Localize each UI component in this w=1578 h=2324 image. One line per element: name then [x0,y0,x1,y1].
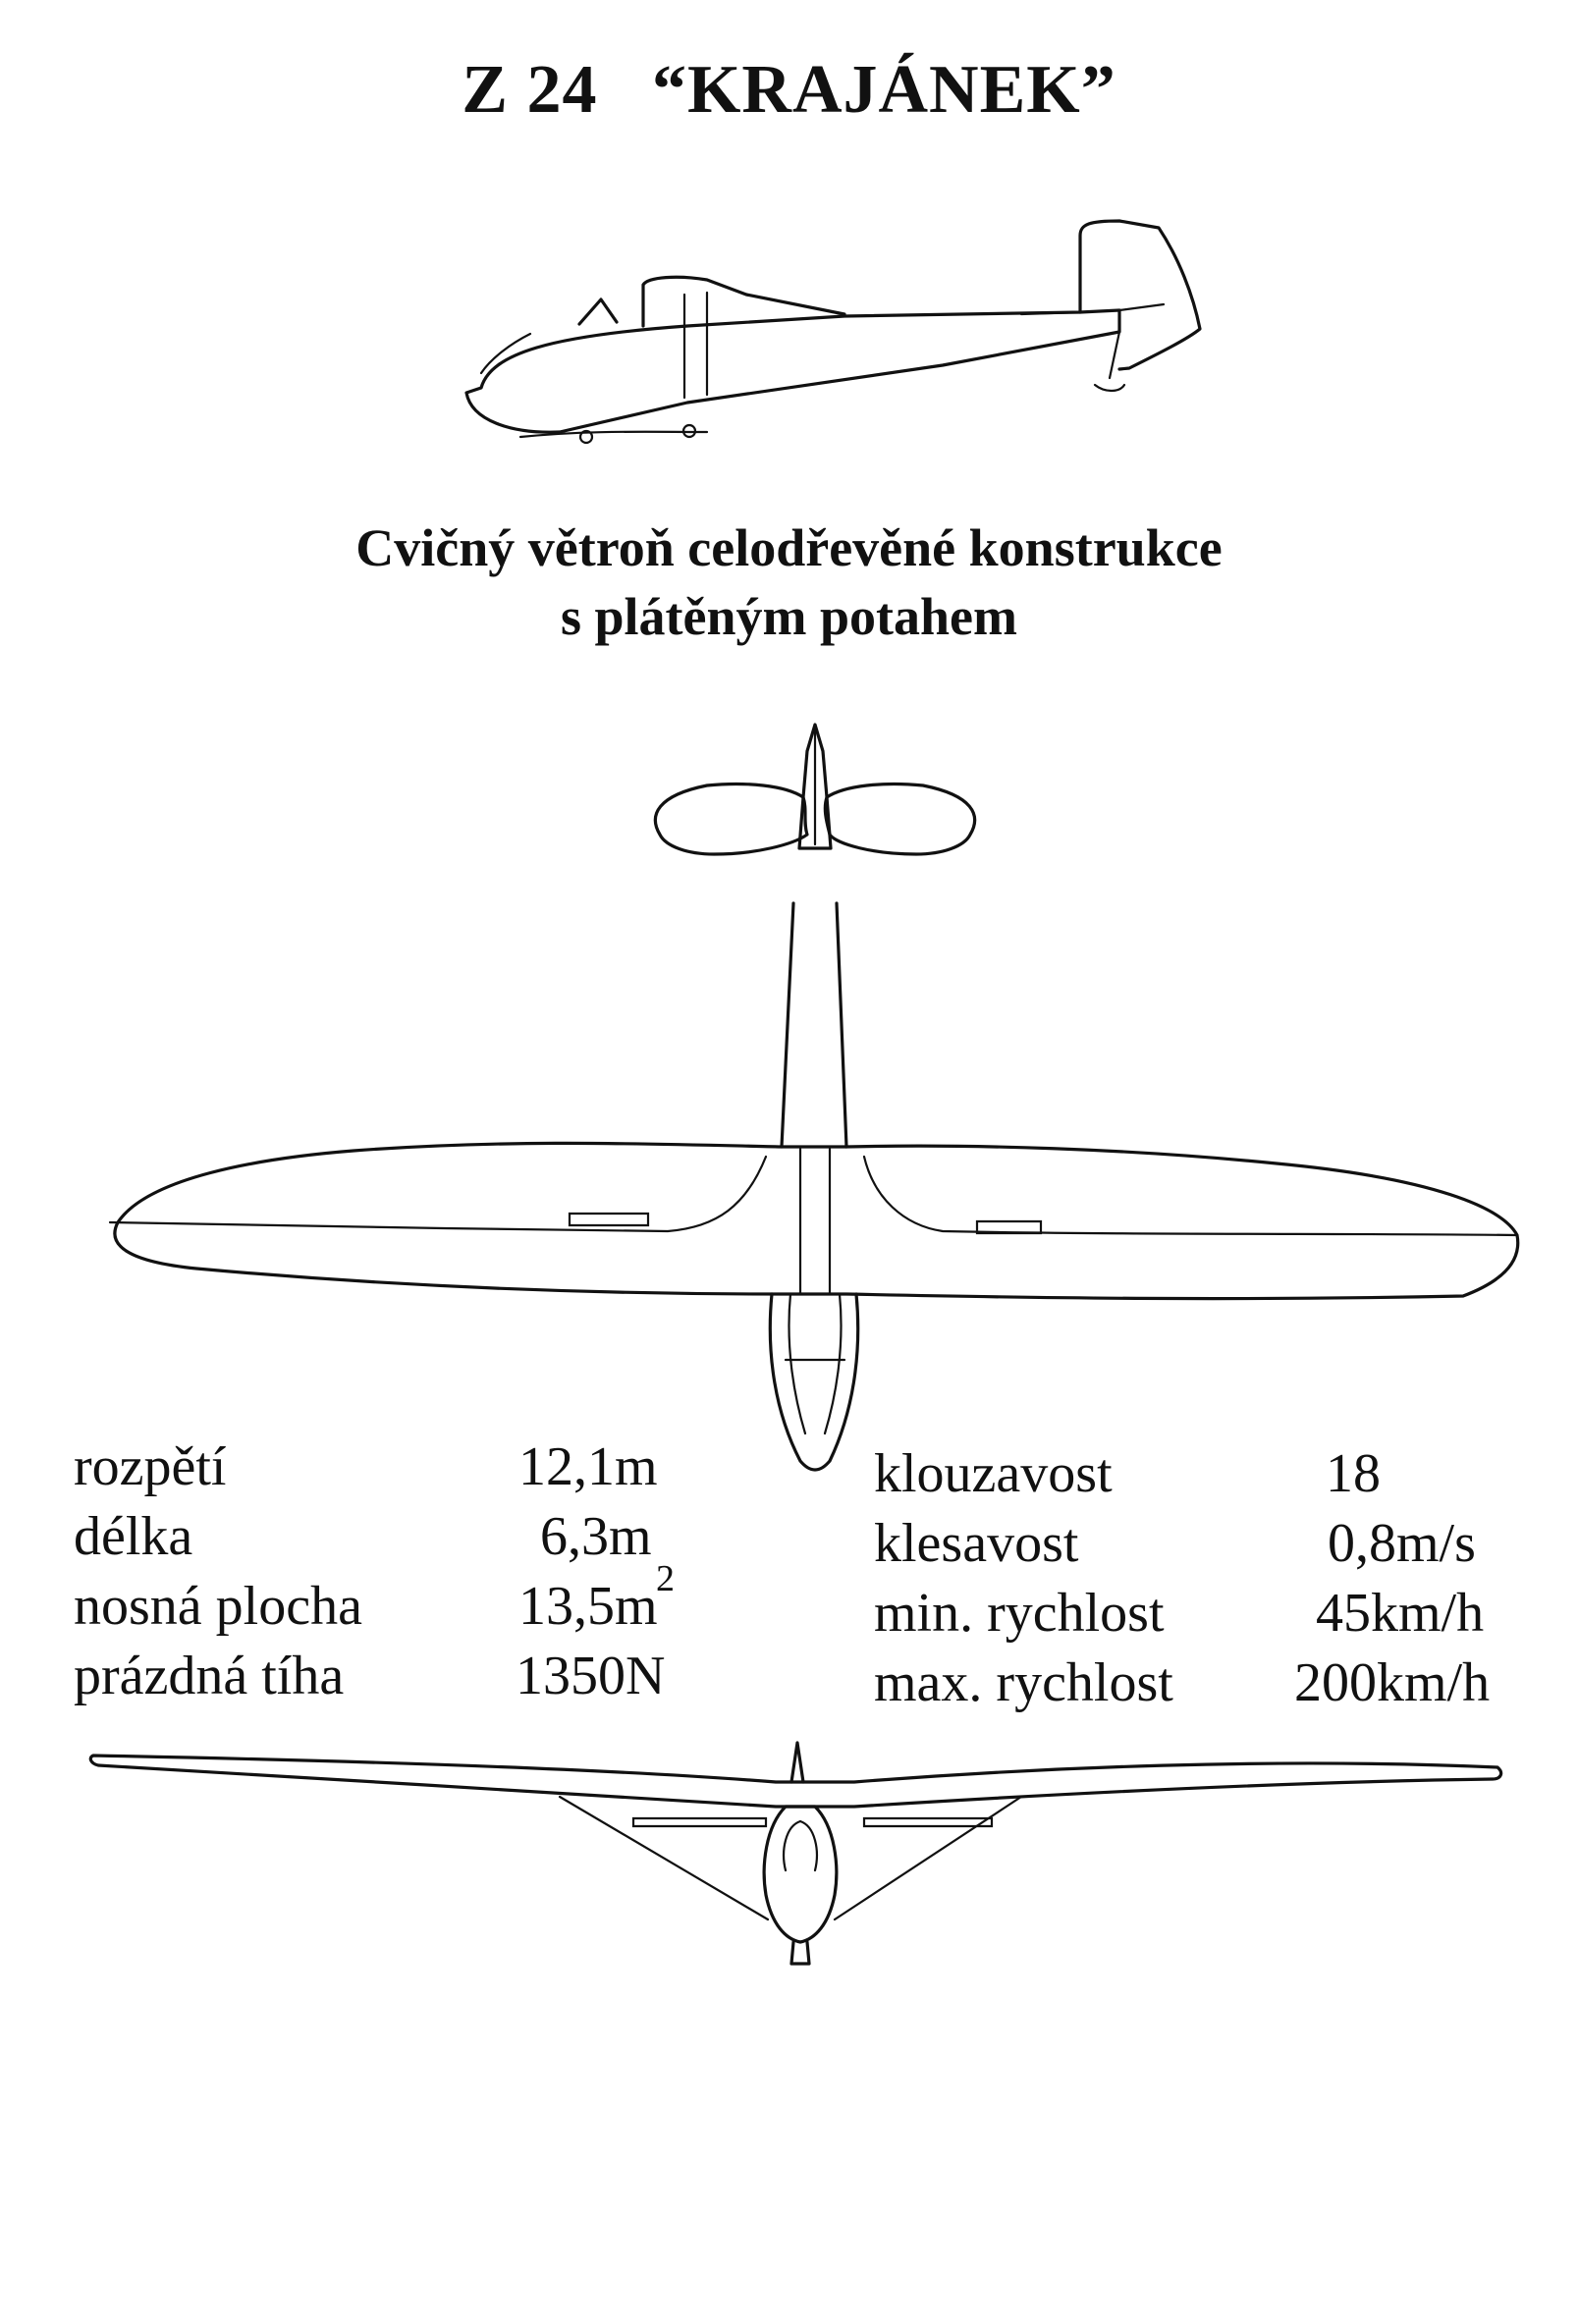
spec-label-min-speed: min. rychlost [874,1583,1165,1644]
spec-value-wing-area-superscript: 2 [656,1558,675,1599]
side-view-drawing [466,221,1200,443]
spec-value-sink-rate: 0,8m/s [1328,1513,1476,1574]
top-view-drawing [110,725,1518,1470]
spec-value-glide-ratio: 18 [1326,1443,1381,1504]
spec-value-wing-area: 13,5m [518,1576,658,1637]
front-view-drawing [90,1743,1500,1964]
spec-label-length: délka [74,1506,193,1567]
spec-label-span: rozpětí [74,1436,227,1497]
spec-label-empty-weight: prázdná tíha [74,1646,345,1706]
spec-label-sink-rate: klesavost [874,1513,1079,1574]
spec-label-glide-ratio: klouzavost [874,1443,1113,1504]
spec-label-max-speed: max. rychlost [874,1652,1173,1713]
spec-value-span: 12,1m [518,1436,658,1497]
spec-value-min-speed: 45km/h [1316,1583,1485,1644]
page-title: Z 24 “KRAJÁNEK” [462,52,1116,128]
spec-label-wing-area: nosná plocha [74,1576,362,1637]
subtitle-line-2: s plátěným potahem [560,587,1017,646]
subtitle-line-1: Cvičný větroň celodřevěné konstrukce [355,518,1223,577]
spec-value-length: 6,3m [540,1506,652,1567]
spec-value-max-speed: 200km/h [1294,1652,1491,1713]
spec-value-empty-weight: 1350N [516,1646,666,1706]
